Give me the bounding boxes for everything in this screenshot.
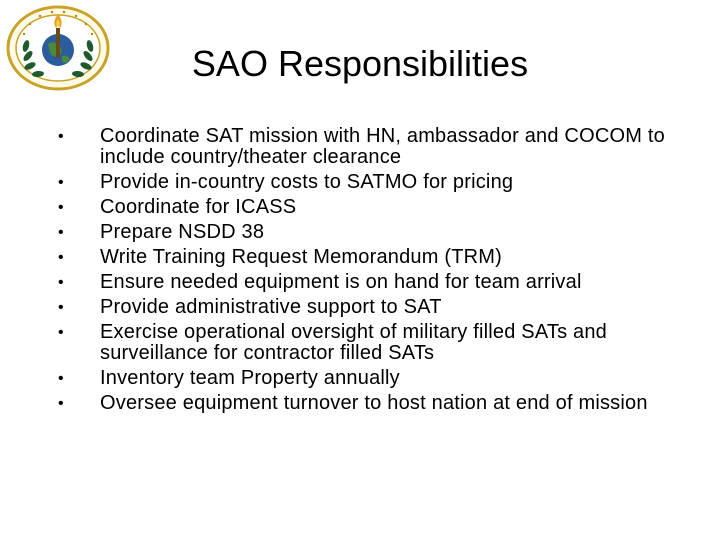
- bullet-icon: •: [58, 370, 64, 387]
- list-item-text: Inventory team Property annually: [100, 367, 400, 389]
- list-item: [52, 247, 692, 268]
- bullet-icon: •: [58, 224, 64, 241]
- responsibility-list: [52, 126, 692, 418]
- list-item: [52, 126, 692, 168]
- list-item: [52, 297, 692, 318]
- bullet-icon: •: [58, 199, 64, 216]
- slide-title: SAO Responsibilities: [191, 43, 529, 84]
- list-item-text: Prepare NSDD 38: [100, 221, 265, 243]
- bullet-icon: •: [58, 249, 64, 266]
- bullet-icon: •: [58, 174, 64, 191]
- list-item-text: Coordinate SAT mission with HN, ambassador and COCOM to include country/theater clearance: [100, 125, 665, 168]
- list-item-text: Provide administrative support to SAT: [100, 296, 442, 318]
- list-item: [52, 172, 692, 193]
- bullet-icon: •: [58, 274, 64, 291]
- list-item-text: Coordinate for ICASS: [100, 196, 297, 218]
- bullet-icon: •: [58, 395, 64, 412]
- seal-icon: [4, 4, 112, 92]
- list-item: [52, 393, 692, 414]
- bullet-icon: •: [58, 299, 64, 316]
- list-item: [52, 222, 692, 243]
- list-item-text: Write Training Request Memorandum (TRM): [100, 246, 502, 268]
- list-item-text: Oversee equipment turnover to host nation at end of mission: [100, 392, 648, 414]
- list-item-text: Ensure needed equipment is on hand for team arrival: [100, 271, 582, 293]
- list-item: [52, 197, 692, 218]
- list-item: [52, 368, 692, 389]
- list-item-text: Exercise operational oversight of military filled SATs and surveillance for contractor filled SATs: [100, 321, 608, 364]
- list-item-text: Provide in-country costs to SATMO for pricing: [100, 171, 514, 193]
- seal-logo: [4, 4, 112, 92]
- list-item: [52, 272, 692, 293]
- bullet-icon: •: [58, 324, 64, 341]
- list-item: [52, 322, 692, 364]
- bullet-icon: •: [58, 128, 64, 145]
